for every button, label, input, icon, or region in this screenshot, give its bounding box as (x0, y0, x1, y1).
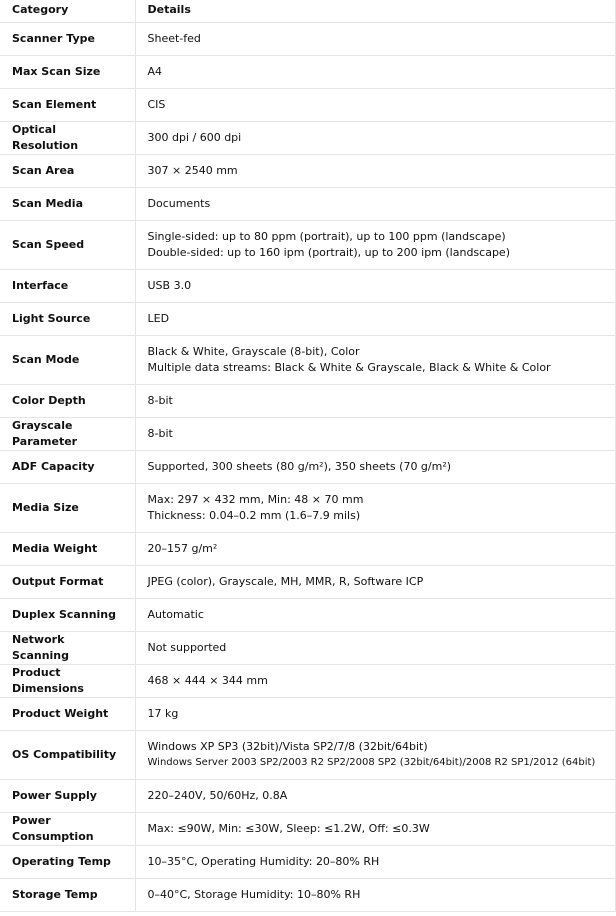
detail-line: Not supported (147, 641, 227, 654)
table-row (0, 418, 615, 451)
detail-line: Sheet-fed (147, 32, 201, 45)
row-category: Scan Speed (0, 221, 135, 270)
detail-line: 468 × 444 × 344 mm (147, 674, 268, 687)
table-row (0, 23, 615, 56)
row-category: Network Scanning (0, 632, 135, 665)
row-category: Light Source (0, 303, 135, 336)
header-details: Details (135, 0, 615, 23)
table-row (0, 56, 615, 89)
detail-line: Windows Server 2003 SP2/2003 R2 SP2/2008 SP2 (32bit/64bit)/2008 R2 SP1/2012 (64bit) (147, 757, 596, 768)
row-details (135, 451, 615, 484)
row-category: Storage Temp (0, 879, 135, 912)
row-category: Max Scan Size (0, 56, 135, 89)
row-details (135, 599, 615, 632)
row-details (135, 303, 615, 336)
row-details (135, 879, 615, 912)
detail-line: 17 kg (147, 707, 179, 720)
row-details (135, 846, 615, 879)
row-category: Scan Area (0, 155, 135, 188)
row-category: Product Dimensions (0, 665, 135, 698)
detail-line: USB 3.0 (147, 279, 192, 292)
detail-line: Single-sided: up to 80 ppm (portrait), up to 100 ppm (landscape) (147, 230, 506, 243)
row-category: Power Supply (0, 780, 135, 813)
table-row (0, 566, 615, 599)
row-category: Scan Media (0, 188, 135, 221)
row-details (135, 270, 615, 303)
row-details (135, 56, 615, 89)
row-category: Duplex Scanning (0, 599, 135, 632)
table-row (0, 122, 615, 155)
detail-line: 307 × 2540 mm (147, 164, 238, 177)
row-details (135, 221, 615, 270)
row-category: Media Weight (0, 533, 135, 566)
table-row (0, 780, 615, 813)
row-details (135, 188, 615, 221)
row-details (135, 385, 615, 418)
detail-line: Multiple data streams: Black & White & Grayscale, Black & White & Color (147, 361, 551, 374)
table-row (0, 303, 615, 336)
table-row (0, 698, 615, 731)
row-details (135, 665, 615, 698)
row-details (135, 533, 615, 566)
row-category: Media Size (0, 484, 135, 533)
table-row (0, 221, 615, 270)
detail-line: Max: ≤90W, Min: ≤30W, Sleep: ≤1.2W, Off: ≤0.3W (147, 822, 430, 835)
detail-line: Documents (147, 197, 211, 210)
row-category: Scan Mode (0, 336, 135, 385)
row-category: ADF Capacity (0, 451, 135, 484)
row-details (135, 484, 615, 533)
detail-line: Supported, 300 sheets (80 g/m²), 350 sheets (70 g/m²) (147, 460, 452, 473)
table-row (0, 484, 615, 533)
detail-line: Windows XP SP3 (32bit)/Vista SP2/7/8 (32bit/64bit) (147, 740, 428, 753)
detail-line: 300 dpi / 600 dpi (147, 131, 242, 144)
detail-line: Automatic (147, 608, 204, 621)
table-row (0, 599, 615, 632)
detail-line: Black & White, Grayscale (8-bit), Color (147, 345, 360, 358)
row-category: Optical Resolution (0, 122, 135, 155)
row-category: Scan Element (0, 89, 135, 122)
row-details (135, 566, 615, 599)
table-row (0, 731, 615, 780)
row-category: Grayscale Parameter (0, 418, 135, 451)
row-category: Interface (0, 270, 135, 303)
table-row (0, 632, 615, 665)
row-details (135, 780, 615, 813)
table-row (0, 155, 615, 188)
detail-line: 20–157 g/m² (147, 542, 218, 555)
table-row (0, 270, 615, 303)
row-details (135, 336, 615, 385)
table-row (0, 451, 615, 484)
table-row (0, 665, 615, 698)
row-category: Operating Temp (0, 846, 135, 879)
row-details (135, 731, 615, 780)
detail-line: 8-bit (147, 427, 173, 440)
detail-line: CIS (147, 98, 166, 111)
row-details (135, 632, 615, 665)
row-details (135, 418, 615, 451)
row-details (135, 698, 615, 731)
row-category: Scanner Type (0, 23, 135, 56)
row-details (135, 89, 615, 122)
row-category: Color Depth (0, 385, 135, 418)
table-row (0, 188, 615, 221)
row-category: Output Format (0, 566, 135, 599)
table-row (0, 879, 615, 912)
detail-line: Thickness: 0.04–0.2 mm (1.6–7.9 mils) (147, 509, 361, 522)
detail-line: Max: 297 × 432 mm, Min: 48 × 70 mm (147, 493, 364, 506)
detail-line: 8-bit (147, 394, 173, 407)
row-details (135, 23, 615, 56)
header-category: Category (0, 0, 135, 23)
table-row (0, 813, 615, 846)
table-row (0, 533, 615, 566)
detail-line: JPEG (color), Grayscale, MH, MMR, R, Software ICP (147, 575, 424, 588)
table-row (0, 89, 615, 122)
row-category: Product Weight (0, 698, 135, 731)
detail-line: 10–35°C, Operating Humidity: 20–80% RH (147, 855, 380, 868)
table-row (0, 336, 615, 385)
detail-line: 220–240V, 50/60Hz, 0.8A (147, 789, 288, 802)
table-row (0, 385, 615, 418)
table-row (0, 846, 615, 879)
detail-line: 0–40°C, Storage Humidity: 10–80% RH (147, 888, 361, 901)
row-details (135, 813, 615, 846)
row-details (135, 155, 615, 188)
row-details (135, 122, 615, 155)
row-category: Power Consumption (0, 813, 135, 846)
detail-line: Double-sided: up to 160 ipm (portrait), up to 200 ipm (landscape) (147, 246, 510, 259)
row-category: OS Compatibility (0, 731, 135, 780)
detail-line: A4 (147, 65, 163, 78)
detail-line: LED (147, 312, 170, 325)
table-header-row (0, 0, 615, 23)
